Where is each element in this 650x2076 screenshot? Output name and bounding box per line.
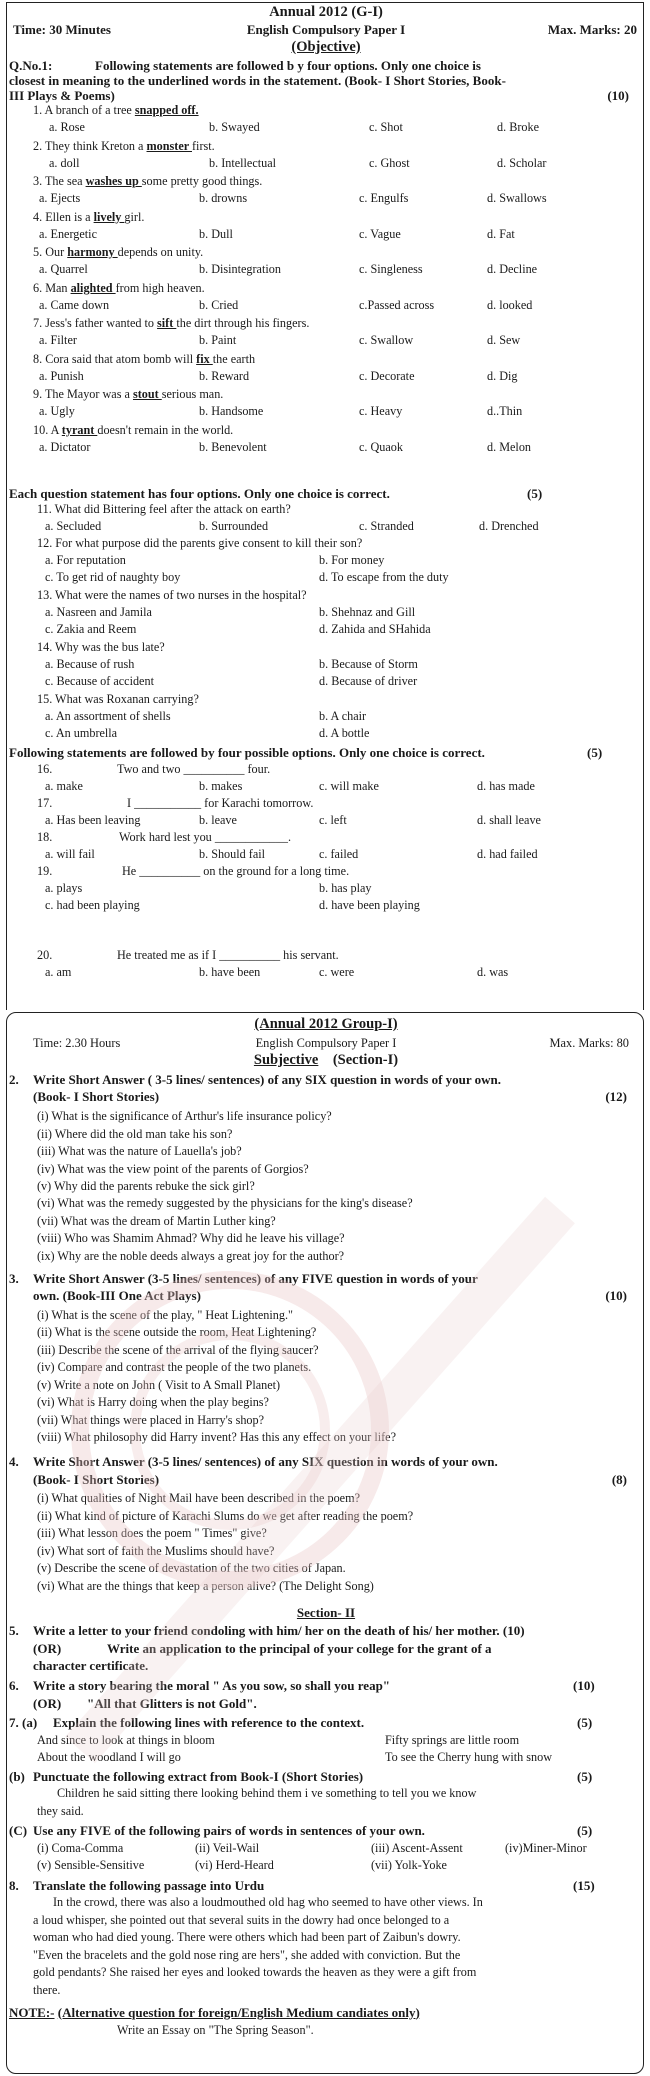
question-item: (viii) What philosophy did Harry invent? Has this any effect on your life? [37, 1430, 396, 1445]
word-pair: (iv)Miner-Minor [505, 1840, 587, 1855]
underlined-word: stout [132, 387, 162, 401]
question-number: 8. [9, 1877, 19, 1893]
question-text: "All that Glitters is not Gold". [87, 1695, 257, 1711]
question-stem [33, 246, 203, 258]
passage-line: "Even the bracelets and the gold nose ring are hers", she added with conviction. But the [33, 1947, 461, 1962]
note-text: (Alternative question for foreign/English Medium candiates only) [57, 2004, 420, 2020]
question-marks: (15) [573, 1877, 595, 1893]
question-subheading: own. (Book-III One Act Plays) [33, 1288, 201, 1304]
option-text: a. Ugly [39, 404, 75, 418]
option-text: c. Swallow [359, 333, 414, 347]
part-marks: (5) [527, 486, 543, 501]
subjective-section [6, 1012, 644, 2074]
question-stem [33, 424, 233, 436]
question-stem [33, 140, 215, 152]
question-number: 20. [37, 948, 53, 962]
question-stem [33, 388, 223, 400]
option-text: a. Came down [39, 297, 110, 312]
question-text-pre: A [50, 422, 62, 437]
underlined-word: sift [157, 316, 177, 330]
option-text: d. Sew [487, 333, 521, 347]
option-text: b. Swayed [209, 120, 260, 134]
question-text: Write a story bearing the moral " As you sow, so shall you reap" [33, 1678, 391, 1694]
question-number: 18. [37, 830, 53, 844]
underlined-word: fix [196, 351, 213, 366]
question-number: 6. [9, 1678, 19, 1694]
option-text: a. will fail [45, 847, 95, 861]
option-text: a. Secluded [45, 519, 102, 533]
question-text-pre: Ellen is a [45, 209, 94, 224]
option-text: d. has made [477, 779, 535, 793]
question-text-pre: Our [45, 245, 68, 259]
sentence-text: Work hard lest you ____________. [119, 830, 291, 844]
sentence-text: He __________ on the ground for a long time. [122, 864, 350, 878]
question-number: 2. [33, 138, 43, 153]
question-text: Explain the following lines with reference to the context. [53, 1715, 365, 1731]
passage-line: In the crowd, there was also a loudmouthed old hag who seemed to have other views. In [53, 1895, 483, 1910]
question-text: Write an application to the principal of your college for the grant of a [107, 1640, 492, 1656]
question-marks: (12) [605, 1089, 627, 1105]
question-text-pre: The sea [44, 174, 86, 188]
option-text: a. Ejects [39, 191, 81, 205]
option-text: a. Punish [39, 368, 84, 383]
question-number: 7. [33, 316, 43, 330]
question-item: (iii) Describe the scene of the arrival of the flying saucer? [37, 1342, 319, 1357]
question-number: 3. [33, 174, 43, 188]
passage-line: there. [33, 1982, 61, 1997]
question-number: 1. [33, 103, 43, 117]
option-text: c. failed [319, 847, 359, 861]
objective-marks: Max. Marks: 20 [547, 22, 637, 37]
question-item: (vi) What is Harry doing when the play begins? [37, 1395, 269, 1410]
question-number: (C) [9, 1823, 28, 1839]
question-text-post: some pretty good things. [141, 174, 263, 188]
question-text-post: the dirt through his fingers. [176, 316, 310, 330]
q1-text-line2: closest in meaning to the underlined words in the statement. (Book- I Short Stories, Book- [9, 73, 506, 88]
question-stem: 14. Why was the bus late? [37, 640, 165, 654]
part-instruction: Each question statement has four options. Only one choice is correct. [9, 486, 390, 501]
or-label: (OR) [33, 1695, 62, 1711]
question-subheading: (Book- I Short Stories) [33, 1089, 160, 1105]
option-text: c. Decorate [359, 368, 415, 383]
option-text: c. Singleness [359, 262, 423, 276]
note-task: Write an Essay on "The Spring Season". [117, 2023, 314, 2038]
question-number: 5. [9, 1623, 19, 1639]
option-text: d. have been playing [319, 898, 420, 912]
option-text: c. To get rid of naughty boy [45, 570, 181, 584]
poem-line: And since to look at things in bloom [37, 1732, 215, 1747]
option-text: b. leave [199, 813, 237, 827]
poem-line: To see the Cherry hung with snow [385, 1750, 553, 1765]
option-text: d. looked [487, 297, 533, 312]
question-text: character certificate. [33, 1658, 149, 1674]
objective-paper: English Compulsory Paper I [246, 22, 406, 37]
part-instruction: Following statements are followed by four possible options. Only one choice is correct. [9, 745, 485, 760]
question-stem [33, 175, 262, 187]
option-text: b. Should fail [199, 847, 266, 861]
option-text: b. Dull [199, 226, 233, 241]
question-item: (vii) What was the dream of Martin Luther king? [37, 1213, 276, 1228]
option-text: d. Swallows [487, 191, 547, 205]
question-number: 6. [33, 280, 43, 295]
underlined-word: tyrant [61, 422, 98, 437]
question-text-post: depends on unity. [117, 245, 204, 259]
option-text: c. Ghost [369, 155, 410, 170]
option-text: b. Surrounded [199, 519, 269, 533]
q1-marks: (10) [607, 88, 629, 103]
section-one-label: (Section-I) [332, 1052, 399, 1068]
subjective-heading [7, 1053, 645, 1068]
q1-label: Q.No.1: [9, 58, 53, 73]
underlined-word: snapped off. [134, 103, 199, 117]
option-text: a. am [45, 965, 72, 979]
option-text: b. drowns [199, 191, 248, 205]
poem-line: Fifty springs are little room [385, 1732, 520, 1747]
question-subheading: (Book- I Short Stories) [33, 1471, 160, 1487]
option-text: c. left [319, 813, 347, 827]
option-text: a. An assortment of shells [45, 709, 171, 723]
option-text: a. doll [49, 155, 80, 170]
objective-title: Annual 2012 (G-I) [269, 4, 383, 20]
question-number: 2. [9, 1072, 19, 1087]
question-marks: (5) [577, 1823, 593, 1839]
option-text: b. has play [319, 881, 372, 895]
question-stem: 11. What did Bittering feel after the attack on earth? [37, 502, 291, 516]
option-text: c. Because of accident [45, 674, 154, 688]
question-marks: (5) [577, 1715, 593, 1731]
question-marks: (8) [611, 1471, 627, 1487]
question-text-pre: They think Kreton a [44, 138, 147, 153]
option-text: b. A chair [319, 709, 367, 723]
passage-line: a loud whisper, she pointed out that several suits in the dowry had once belonged to a [33, 1912, 450, 1927]
q1-text-line3: III Plays & Poems) [9, 88, 115, 103]
option-text: d. shall leave [477, 813, 541, 827]
option-text: d..Thin [487, 404, 523, 418]
question-number: 19. [37, 864, 53, 878]
option-text: c. Shot [369, 120, 403, 134]
option-text: a. Rose [49, 120, 85, 134]
option-text: b. Because of Storm [319, 657, 418, 671]
option-text: d. Decline [487, 262, 538, 276]
objective-section [6, 2, 644, 1010]
option-text: d. Drenched [479, 519, 539, 533]
question-stem: 12. For what purpose did the parents give consent to kill their son? [37, 536, 363, 550]
option-text: c. Vague [359, 226, 401, 241]
word-pair: (iii) Ascent-Assent [371, 1840, 463, 1855]
question-stem [33, 104, 199, 116]
question-text-pre: Cora said that atom bomb will [45, 351, 197, 366]
option-text: b. Paint [199, 333, 237, 347]
question-text: Translate the following passage into Urdu [33, 1877, 265, 1893]
option-text: d. Because of driver [319, 674, 418, 688]
question-text-post: serious man. [161, 387, 224, 401]
option-text: d. To escape from the duty [319, 570, 449, 584]
poem-line: About the woodland I will go [37, 1750, 181, 1765]
option-text: d. had failed [477, 847, 538, 861]
question-item: (i) What is the scene of the play, " Heat Lightening." [37, 1307, 293, 1322]
question-item: (iv) Compare and contrast the people of the two planets. [37, 1360, 312, 1375]
question-number: 17. [37, 796, 53, 810]
question-item: (ii) Where did the old man take his son? [37, 1126, 233, 1141]
option-text: d. Melon [487, 439, 532, 454]
subjective-marks: Max. Marks: 80 [549, 1036, 629, 1050]
question-marks: (10) [573, 1678, 595, 1694]
sentence-text: He treated me as if I __________ his servant. [117, 948, 339, 962]
question-text-post: first. [192, 138, 215, 153]
question-text-pre: The Mayor was a [44, 387, 133, 401]
question-text: Write a letter to your friend condoling with him/ her on the death of his/ her mother. (10) [33, 1623, 525, 1639]
option-text: c.Passed across [359, 297, 435, 312]
subjective-label: Subjective [253, 1052, 319, 1068]
option-text: d. was [477, 965, 509, 979]
word-pair: (vii) Yolk-Yoke [371, 1858, 447, 1873]
question-item: (iii) What was the nature of Lauella's job? [37, 1144, 242, 1159]
question-stem [33, 353, 255, 365]
option-text: b. makes [199, 779, 243, 793]
question-number: 10. [33, 422, 49, 437]
question-item: (v) Write a note on John ( Visit to A Small Planet) [37, 1377, 281, 1392]
option-text: c. Heavy [359, 404, 403, 418]
option-text: b. Intellectual [209, 155, 277, 170]
option-text: a. For reputation [45, 553, 126, 567]
note-line [9, 2006, 420, 2019]
question-heading: Write Short Answer (3-5 lines/ sentences) of any FIVE question in words of your [33, 1270, 478, 1286]
question-item: (viii) Who was Shamim Ahmad? Why did he leave his village? [37, 1231, 345, 1246]
option-text: a. make [45, 779, 83, 793]
word-pair: (vi) Herd-Heard [195, 1858, 274, 1873]
part-marks: (5) [587, 745, 603, 760]
option-text: a. Filter [39, 333, 77, 347]
passage-line: woman who had died young. There were others which had been part of Zaibun's dowry. [33, 1930, 461, 1945]
question-stem: 15. What was Roxanan carrying? [37, 692, 199, 706]
extract-text: Children he said sitting there looking behind them i ve something to tell you we know [57, 1786, 477, 1801]
question-number: 16. [37, 762, 53, 776]
question-number: 8. [33, 351, 43, 366]
question-marks: (5) [577, 1768, 593, 1784]
option-text: a. plays [45, 881, 83, 895]
question-text-pre: A branch of a tree [44, 103, 135, 117]
option-text: c. Engulfs [359, 191, 409, 205]
option-text: b. For money [319, 553, 385, 567]
underlined-word: alighted [70, 280, 116, 295]
word-pair: (v) Sensible-Sensitive [37, 1858, 145, 1873]
option-text: c. Zakia and Reem [45, 622, 137, 636]
question-text-post: the earth [212, 351, 256, 366]
question-stem [33, 282, 205, 294]
question-number: 4. [9, 1454, 19, 1470]
option-text: c. had been playing [45, 898, 140, 912]
option-text: d. Broke [497, 120, 539, 134]
question-text: Punctuate the following extract from Book-I (Short Stories) [33, 1768, 364, 1784]
option-text: b. Shehnaz and Gill [319, 605, 416, 619]
option-text: a. Quarrel [39, 262, 88, 276]
option-text: d. A bottle [319, 726, 370, 740]
question-text-post: doesn't remain in the world. [97, 422, 234, 437]
option-text: b. have been [199, 965, 261, 979]
question-text: Use any FIVE of the following pairs of words in sentences of your own. [33, 1823, 425, 1839]
option-text: d. Zahida and SHahida [319, 622, 431, 636]
question-item: (iv) What was the view point of the parents of Gorgios? [37, 1161, 309, 1176]
question-stem [33, 211, 144, 223]
question-item: (iii) What lesson does the poem " Times" give? [37, 1526, 267, 1541]
question-item: (ii) What kind of picture of Karachi Slums do we get after reading the poem? [37, 1508, 414, 1523]
option-text: b. Handsome [199, 404, 264, 418]
question-marks: (10) [605, 1288, 627, 1304]
question-item: (v) Describe the scene of devastation of the two cities of Japan. [37, 1561, 346, 1576]
option-text: a. Energetic [39, 226, 97, 241]
note-label: NOTE:- [9, 2004, 55, 2020]
option-text: c. were [319, 965, 355, 979]
underlined-word: washes up [85, 174, 142, 188]
option-text: c. Stranded [359, 519, 414, 533]
question-text-post: girl. [124, 209, 145, 224]
q1-text-line1: Following statements are followed b y four options. Only one choice is [95, 58, 481, 73]
objective-heading: (Objective) [291, 39, 361, 55]
subjective-paper: English Compulsory Paper I [255, 1036, 397, 1050]
question-text-pre: Man [45, 280, 71, 295]
question-item: (vi) What was the remedy suggested by the physicians for the king's disease? [37, 1196, 413, 1211]
option-text: d. Dig [487, 368, 518, 383]
question-stem [33, 317, 309, 329]
subjective-title: (Annual 2012 Group-I) [254, 1016, 398, 1032]
question-item: (i) What qualities of Night Mail have been described in the poem? [37, 1491, 360, 1506]
option-text: a. Because of rush [45, 657, 135, 671]
underlined-word: harmony [67, 245, 118, 259]
underlined-word: monster [146, 138, 192, 153]
sentence-text: Two and two __________ four. [117, 762, 271, 776]
option-text: d. Scholar [497, 155, 547, 170]
option-text: b. Reward [199, 368, 250, 383]
question-item: (ix) Why are the noble deeds always a great joy for the author? [37, 1248, 345, 1263]
option-text: c. will make [319, 779, 379, 793]
question-item: (vi) What are the things that keep a person alive? (The Delight Song) [37, 1578, 374, 1593]
question-number: 4. [33, 209, 43, 224]
option-text: b. Disintegration [199, 262, 281, 276]
subjective-time: Time: 2.30 Hours [33, 1036, 121, 1050]
option-text: c. An umbrella [45, 726, 118, 740]
option-text: a. Dictator [39, 439, 91, 454]
question-heading: Write Short Answer ( 3-5 lines/ sentences) of any SIX question in words of your own. [33, 1072, 502, 1087]
section-two-heading: Section- II [296, 1604, 356, 1620]
question-stem: 13. What were the names of two nurses in the hospital? [37, 588, 307, 602]
objective-time: Time: 30 Minutes [13, 22, 111, 37]
word-pair: (i) Coma-Comma [37, 1840, 124, 1855]
question-number: (b) [9, 1768, 25, 1784]
passage-line: gold pendants? She raised her eyes and looked towards the heaven as they were a gift from [33, 1965, 477, 1980]
word-pair: (ii) Veil-Wail [195, 1840, 260, 1855]
question-item: (ii) What is the scene outside the room, Heat Lightening? [37, 1325, 317, 1340]
question-number: 9. [33, 387, 43, 401]
or-label: (OR) [33, 1640, 62, 1656]
underlined-word: lively [93, 209, 125, 224]
question-item: (i) What is the significance of Arthur's life insurance policy? [37, 1109, 332, 1124]
option-text: d. Fat [487, 226, 515, 241]
question-item: (vii) What things were placed in Harry's shop? [37, 1412, 265, 1427]
option-text: c. Quaok [359, 439, 403, 454]
extract-text: they said. [37, 1803, 84, 1818]
sentence-text: I ___________ for Karachi tomorrow. [127, 796, 314, 810]
question-number: 7. (a) [9, 1715, 38, 1731]
question-number: 5. [33, 245, 43, 259]
question-item: (v) Why did the parents rebuke the sick girl? [37, 1179, 255, 1194]
option-text: a. Nasreen and Jamila [45, 605, 152, 619]
question-number: 3. [9, 1270, 19, 1286]
question-heading: Write Short Answer (3-5 lines/ sentences) of any SIX question in words of your own. [33, 1454, 498, 1470]
option-text: b. Cried [199, 297, 239, 312]
question-text-post: from high heaven. [115, 280, 205, 295]
question-item: (iv) What sort of faith the Muslims should have? [37, 1543, 275, 1558]
option-text: b. Benevolent [199, 439, 267, 454]
question-text-pre: Jess's father wanted to [45, 316, 158, 330]
option-text: a. Has been leaving [45, 813, 141, 827]
